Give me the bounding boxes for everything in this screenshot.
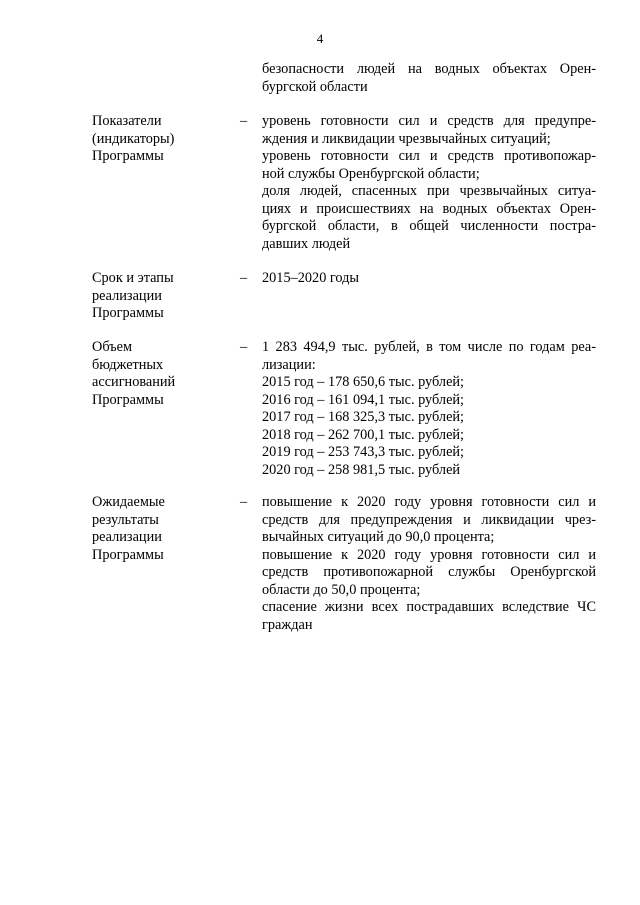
content-line: уровень готовности сил и средств для предупре-	[262, 113, 596, 129]
label-line: Показатели	[92, 113, 162, 129]
content-line: доля людей, спасенных при чрезвычайных ситуа-	[262, 183, 596, 199]
content-line: 2017 год – 168 325,3 тыс. рублей;	[262, 409, 465, 425]
section-dash: –	[240, 339, 248, 355]
content-line: 2018 год – 262 700,1 тыс. рублей;	[262, 426, 465, 443]
section-dash: –	[240, 270, 248, 286]
content-line: 2015–2020 годы	[262, 270, 360, 286]
content-line: 2020 год – 258 981,5 тыс. рублей	[262, 461, 461, 478]
label-line: Программы	[92, 148, 164, 164]
label-line: ассигнований	[92, 374, 176, 390]
continuation-text	[262, 61, 596, 96]
section-content	[262, 113, 596, 253]
content-line: средств для предупреждения и ликвидации чрез-	[262, 511, 596, 528]
section-label	[92, 339, 222, 409]
section-label	[92, 113, 222, 166]
label-line: бюджетных	[92, 356, 164, 373]
content-line: средств противопожарной службы Оренбургской	[262, 564, 596, 580]
content-line: ждения и ликвидации чрезвычайных ситуаций;	[262, 130, 551, 147]
content-line: вычайных ситуаций до 90,0 процента;	[262, 529, 495, 545]
content-line: уровень готовности сил и средств противопожар-	[262, 148, 596, 164]
label-line: реализации	[92, 529, 162, 545]
section-label	[92, 270, 222, 323]
content-line: лизации:	[262, 356, 316, 373]
content-line: давших людей	[262, 235, 351, 252]
label-line: результаты	[92, 511, 159, 528]
content-line: циях и происшествиях на водных объектах Орен-	[262, 200, 596, 217]
continuation-line: безопасности людей на водных объектах Орен-	[262, 61, 596, 77]
label-line: Программы	[92, 546, 164, 563]
label-line: реализации	[92, 287, 162, 304]
section-label	[92, 494, 222, 564]
section-content	[262, 494, 596, 634]
section-dash: –	[240, 494, 248, 510]
content-line: 1 283 494,9 тыс. рублей, в том числе по годам реа-	[262, 339, 596, 355]
section-content	[262, 339, 596, 479]
content-line: 2016 год – 161 094,1 тыс. рублей;	[262, 391, 465, 408]
page-number: 4	[316, 31, 324, 46]
label-line: Ожидаемые	[92, 494, 165, 510]
label-line: (индикаторы)	[92, 130, 175, 147]
section-content	[262, 270, 596, 288]
content-line: повышение к 2020 году уровня готовности сил и	[262, 494, 596, 510]
label-line: Срок и этапы	[92, 270, 174, 286]
content-line: граждан	[262, 616, 313, 633]
label-line: Программы	[92, 305, 164, 321]
content-line: ной службы Оренбургской области;	[262, 165, 480, 182]
content-line: спасение жизни всех пострадавших вследствие ЧС	[262, 599, 596, 615]
content-line: 2019 год – 253 743,3 тыс. рублей;	[262, 444, 465, 460]
content-line: области до 50,0 процента;	[262, 581, 421, 598]
continuation-line: бургской области	[262, 78, 368, 95]
label-line: Объем	[92, 339, 133, 355]
label-line: Программы	[92, 391, 164, 408]
section-dash: –	[240, 113, 248, 129]
content-line: повышение к 2020 году уровня готовности сил и	[262, 546, 596, 563]
content-line: бургской области, в общей численности постра-	[262, 218, 596, 234]
content-line: 2015 год – 178 650,6 тыс. рублей;	[262, 374, 465, 390]
